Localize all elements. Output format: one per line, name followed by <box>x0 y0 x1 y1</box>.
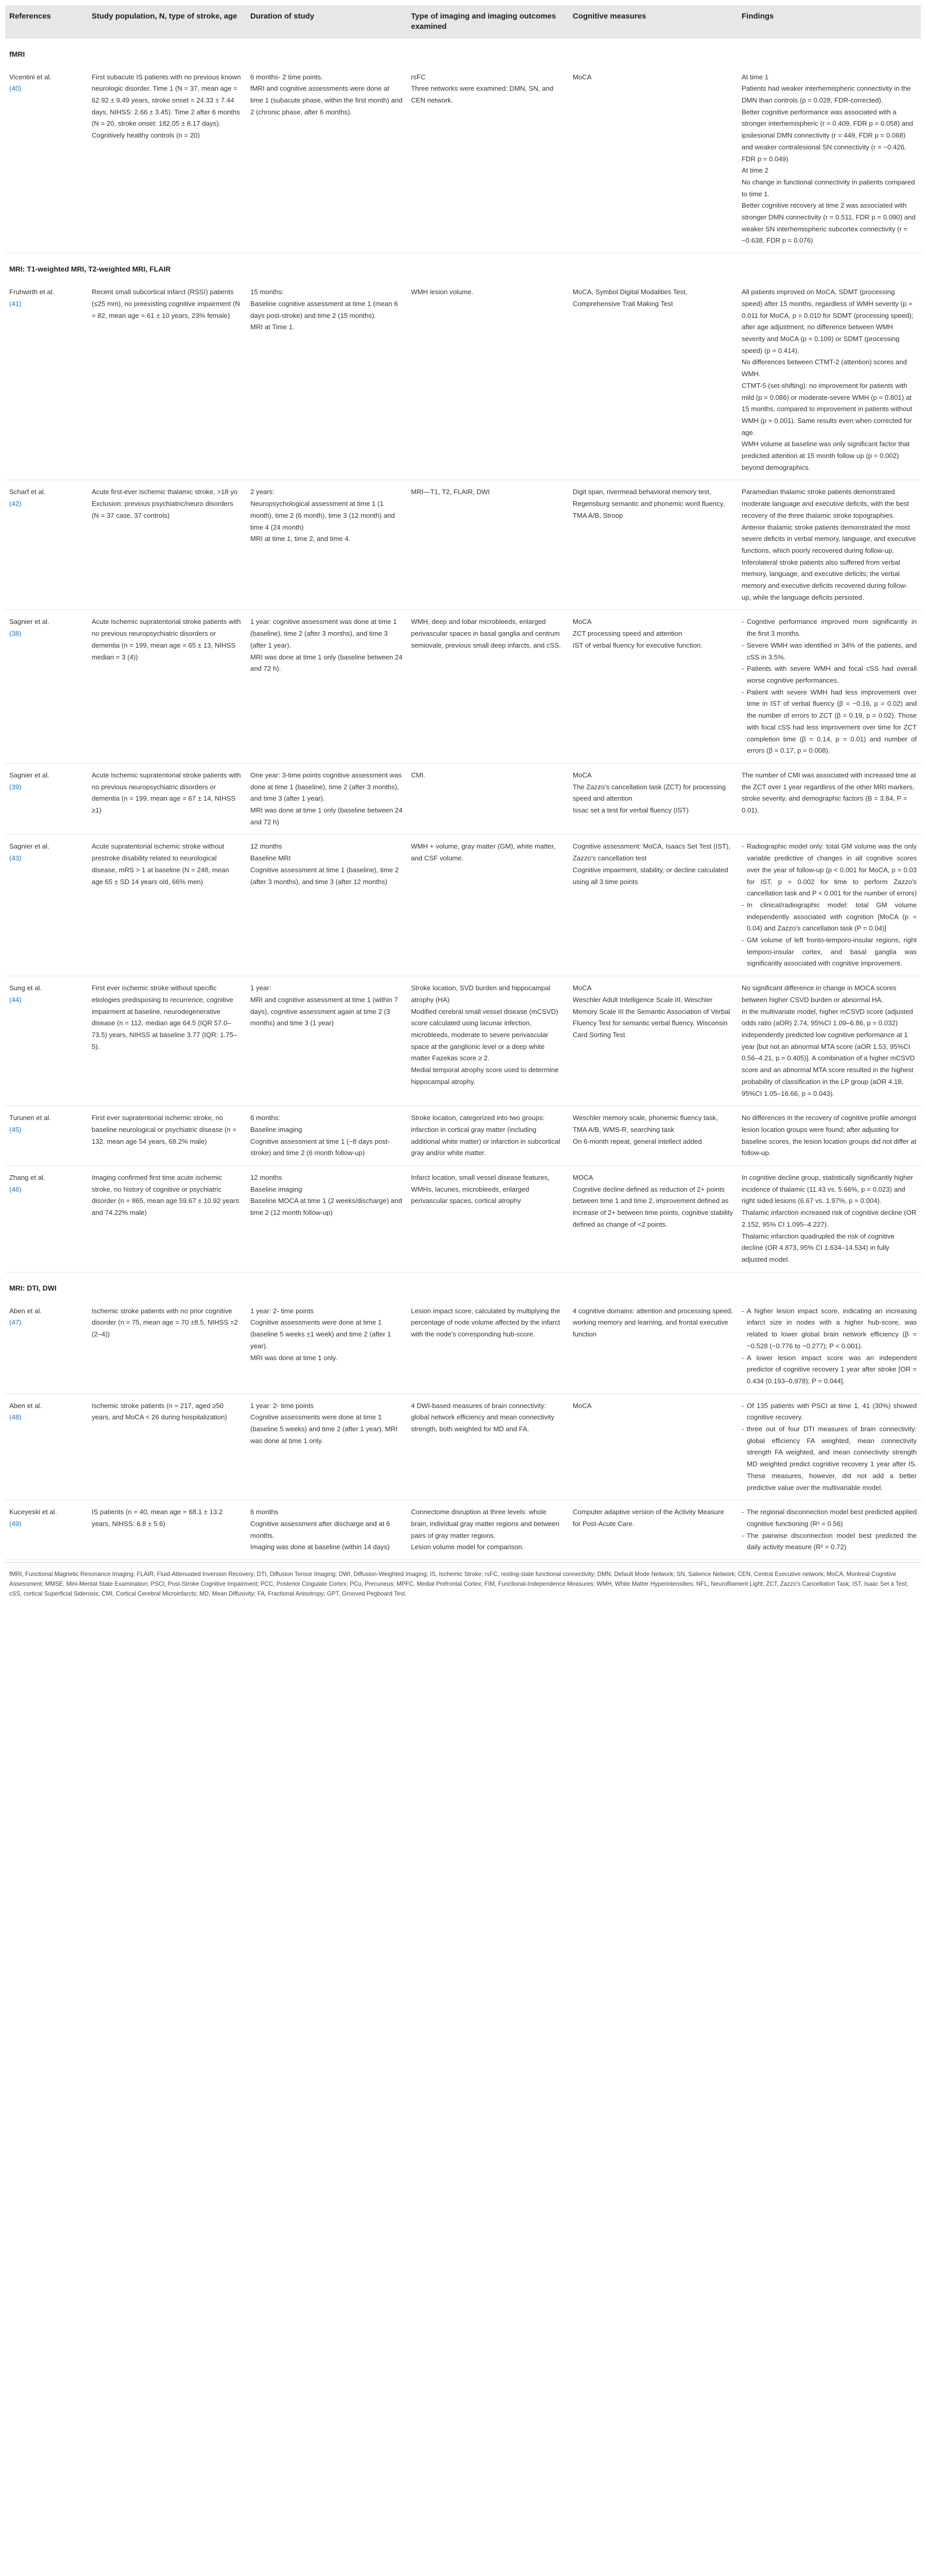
imaging-text: WMH lesion volume. <box>411 288 473 296</box>
duration-text: MRI was done at time 1 only. <box>250 1353 338 1362</box>
population-text: First ever ischemic stroke without specific etiologies predisposing to recurrence, cognitive impairment at baseline, neurodegenerative disease (n = 112, median age 64.5 (IQR 57.0–73.5) years, NIHSS at baseline 3.77 (IQR: 1.75–5). <box>92 984 237 1050</box>
finding-text: All patients improved on MoCA, SDMT (processing speed) after 15 months, regardless of WMH severity (p = 0.011 for MoCA, p = 0.010 for SDMT (processing speed); after age adjustment, no difference between WMH severity and MoCA (p = 0.109) or SDMT (processing speed) (p = 0.414). <box>742 288 914 354</box>
finding-text: No differences in the recovery of cognitive profile amongst lesion location groups were found; after adjusting for baseline scores, the lesion location groups did not differ at follow-up. <box>742 1114 917 1157</box>
cell-imaging <box>407 1394 569 1500</box>
cell-population <box>88 610 246 763</box>
duration-text: MRI and cognitive assessment at time 1 (within 7 days), cognitive assessment again at time 2 (3 months) and time 3 (1 year) <box>250 995 398 1027</box>
imaging-text: Lesion impact score, calculated by multiplying the percentage of node volume affected by the infarct with the node's corresponding hub-score. <box>411 1307 560 1338</box>
cell-reference <box>5 1394 88 1500</box>
duration-text: Baseline MOCA at time 1 (2 weeks/discharge) and time 2 (12 month follow-up) <box>250 1197 402 1217</box>
finding-text: CTMT-5 (set-shifting): no improvement for patients with mild (p = 0.086) or moderate-severe WMH (p = 0.801) at 15 months, compared to improvement in patients without WMH (p = 0.001). Same results even when corrected for age. <box>742 381 913 436</box>
reference-link[interactable]: (49) <box>9 1519 22 1528</box>
cell-population <box>88 763 246 835</box>
cell-cognitive <box>569 763 738 835</box>
reference-author: Scharf et al. <box>9 488 46 496</box>
header-cognitive: Cognitive measures <box>573 12 646 21</box>
cognitive-text: Digit span, rivermead behavioral memory test, Regensburg semantic and phonemic word fluency, TMA A/B, Stroop <box>573 488 725 519</box>
cell-reference <box>5 1106 88 1166</box>
table-row <box>5 610 921 763</box>
reference-link[interactable]: (47) <box>9 1318 22 1327</box>
cell-population <box>88 1299 246 1394</box>
finding-list-item: - GM volume of left fronto-temporo-insular regions, right temporo-insular cortex, and basal ganglia was significantly associated with cognitive improvement. <box>742 935 917 970</box>
cognitive-text: MoCA <box>573 73 592 81</box>
reference-link[interactable]: (42) <box>9 500 22 508</box>
reference-author: Sagnier et al. <box>9 771 49 779</box>
finding-text: At time 2 <box>742 166 769 175</box>
cell-findings <box>738 1500 921 1560</box>
reference-link[interactable]: (46) <box>9 1185 22 1193</box>
table-body <box>5 39 921 1560</box>
cell-population <box>88 1166 246 1273</box>
population-text: Imaging confirmed first time acute ischemic stroke, no history of cognitive or psychiatric disorder (n = 865, mean age 59.67 ± 10.92 years and 74.22% male) <box>92 1174 239 1217</box>
population-text: Acute supratentorial ischemic stroke without prestroke disability related to neurological disease, mRS > 1 at baseline (N = 248, mean age 65 ± SD 14 years old, 66% men) <box>92 842 229 886</box>
population-text: Ischemic stroke patients (n = 217, aged ≥50 years, and MoCA < 26 during hospitalization) <box>92 1401 227 1421</box>
finding-text: No differences between CTMT-2 (attention) scores and WMH. <box>742 358 907 378</box>
population-text: First subacute IS patients with no previous known neurologic disorder. Time 1 (N = 37, mean age = 62.92 ± 9.49 years, stroke onset = 24.33 ± 7.44 days, NIHSS: 2.66 ± 3.45). Time 2 after 6 months (N = 20, stroke onset: 182.05 ± 8.17 days). Cognitively healthy controls (n = 20) <box>92 73 241 140</box>
cognitive-text: ZCT processing speed and attention <box>573 630 682 638</box>
table-row <box>5 835 921 976</box>
table-footnote: fMRI, Functional Magnetic Resonance Imaging; FLAIR, Fluid-Attenuated Inversion Recovery; DTI, Diffusion Tensor Imaging; DWI, Diffusion-Weighted Imaging; IS, Ischemic Stroke; rsFC, resting-state functional connectivity; DMN, Default Mode Network; SN, Salience Network; CEN, Central Executive network; MoCA, Montreal Cognitive Assessment; MMSE, Mini-Mental State Examination; PSCI, Post-Stroke Cognitive Impairment; PCC, Posterior Cingulate Cortex; PCu, Precuneus; MPFC, Medial Prefrontal Cortex; FIM, Functional-Independence Measures; WMH, White Matter Hyperintensities; NFL, Neurofilament Light; ZCT, Zazzo's Cancellation Task; IST, Isaac Set a Test; cSS, cortical Superficial Siderosis; CMI, Cortical Cerebral Microinfarcts; MD, Mean Diffusivity; FA, Fractional Anisotropy; GPT, Grooved Pegboard Test. <box>5 1562 921 1599</box>
duration-text: 1 year: 2- time points <box>250 1401 314 1410</box>
duration-text: Neuropsychological assessment at time 1 (1 month), time 2 (6 month), time 3 (12 month) and time 4 (24 month) <box>250 500 395 531</box>
duration-text: 2 years: <box>250 488 275 496</box>
cognitive-text: MoCA <box>573 984 592 992</box>
studies-table <box>5 5 921 1560</box>
duration-text: 6 months- 2 time points. <box>250 73 323 81</box>
finding-text: Paramedian thalamic stroke patients demonstrated moderate language and executive deficits, with the best recovery of the three thalamic stroke topographies. <box>742 488 909 519</box>
duration-text: 12 months <box>250 1174 282 1182</box>
cell-duration <box>246 976 407 1106</box>
cell-findings <box>738 280 921 480</box>
finding-list-item: - Patients with severe WMH and focal cSS had overall worse cognitive performances. <box>742 663 917 686</box>
cognitive-text: Weschler Adult Intelligence Scale III, Weschler Memory Scale III the Semantic Association of Verbal Fluency Test for semantic verbal fluency, Wisconsin Card Sorting Test <box>573 995 730 1039</box>
finding-text: The number of CMI was associated with increased time at the ZCT over 1 year regardless of the other MRI markers, stroke severity, and demographic factors (B = 3.84, P = 0.01). <box>742 771 916 815</box>
cell-duration <box>246 610 407 763</box>
duration-text: fMRI and cognitive assessments were done at time 1 (subacute phase, within the first month) and 2 (chronic phase, after 6 months). <box>250 84 403 116</box>
section-title: MRI: T1-weighted MRI, T2-weighted MRI, FLAIR <box>9 265 171 274</box>
cell-findings <box>738 65 921 253</box>
finding-list-item: - Radiographic model only: total GM volume was the only variable predictive of changes in all cognitive scores over the year of follow-up (p < 0.001 for MoCA, p = 0.03 for IST, p = 0.002 for time to perform Zazzo's cancellation task and P < 0.001 for the number of errors) <box>742 841 917 900</box>
cell-reference <box>5 480 88 610</box>
cell-duration <box>246 763 407 835</box>
imaging-text: Medial temporal atrophy score used to determine hippocampal atrophy. <box>411 1066 559 1086</box>
population-text: IS patients (n = 40, mean age = 68.1 ± 13.2 years, NIHSS: 6.8 ± 5.6) <box>92 1508 223 1528</box>
reference-link[interactable]: (40) <box>9 84 22 93</box>
cell-findings <box>738 763 921 835</box>
cell-cognitive <box>569 1106 738 1166</box>
finding-list-item: - A lower lesion impact score was an independent predictor of cognitive recovery 1 year after stroke [OR = 0.434 (0.193–0.978); P = 0.044]. <box>742 1352 917 1387</box>
cell-findings <box>738 835 921 976</box>
finding-text: In the multivariate model, higher mCSVD score (adjusted odds ratio (aOR) 2.74, 95%CI 1.09–6.86, p = 0.032) independently predicted low cognitive performance at 1 year [but not an abnormal MTA score (aOR 1.53, 95%CI 0.56–4.21, p = 0.405)]. A combination of a higher mCSVD score and an abnormal MTA score resulted in the highest probability of classification in the LP group (aOR 4.18, 95%CI 1.05–16.66, p = 0.043). <box>742 1007 915 1097</box>
finding-list-item: - Severe WMH was identified in 34% of the patients, and cSS in 3.5%. <box>742 640 917 663</box>
imaging-text: rsFC <box>411 73 426 81</box>
duration-text: One year: 3-time points cognitive assessment was done at time 1 (baseline), time 2 (after 3 months), and time 3 (after 1 year). <box>250 771 402 803</box>
cell-imaging <box>407 1299 569 1394</box>
cell-cognitive <box>569 1299 738 1394</box>
table-row <box>5 65 921 253</box>
cognitive-text: MoCA <box>573 618 592 626</box>
header-imaging: Type of imaging and imaging outcomes examined <box>411 12 556 31</box>
cognitive-text: MoCA <box>573 771 592 779</box>
reference-author: Fruhwirth et al. <box>9 288 55 296</box>
cell-imaging <box>407 763 569 835</box>
cell-findings <box>738 1166 921 1273</box>
table-header <box>5 5 921 39</box>
cognitive-text: MoCA, Symbol Digital Modalities Test, Comprehensive Trail Making Test <box>573 288 688 308</box>
imaging-text: Lesion volume model for comparison. <box>411 1543 524 1551</box>
cell-reference <box>5 1166 88 1273</box>
cognitive-text: Cognitive impairment, stability, or decline calculated using all 3 time points <box>573 866 728 886</box>
cognitive-text: Issac set a test for verbal fluency (IST) <box>573 806 689 815</box>
imaging-text: Connectome disruption at three levels: whole brain, individual gray matter regions and between pairs of gray matter regions. <box>411 1508 560 1539</box>
cell-reference <box>5 610 88 763</box>
imaging-text: CMI. <box>411 771 425 779</box>
section-row <box>5 1272 921 1299</box>
reference-link[interactable]: (39) <box>9 783 22 791</box>
header-findings: Findings <box>742 12 774 21</box>
cell-reference <box>5 763 88 835</box>
cognitive-text: IST of verbal fluency for executive function. <box>573 641 702 649</box>
cell-reference <box>5 1500 88 1560</box>
cell-imaging <box>407 280 569 480</box>
table-row <box>5 1106 921 1166</box>
reference-link[interactable]: (48) <box>9 1413 22 1421</box>
finding-list-item: - Cognitive performance improved more significantly in the first 3 months. <box>742 616 917 639</box>
duration-text: 1 year: cognitive assessment was done at time 1 (baseline), time 2 (after 3 months), and time 3 (after 1 year). <box>250 618 397 649</box>
population-text: Acute first-ever ischemic thalamic stroke, >18 yo <box>92 488 238 496</box>
duration-text: 1 year: <box>250 984 271 992</box>
finding-list-item: - three out of four DTI measures of brain connectivity: global efficiency FA weighted, mean connectivity strength FA weighted, and mean connectivity strength MD weighted predict cognitive recovery 1 year after IS. These measures, however, did not add a better predictive value over the multivariable model. <box>742 1423 917 1494</box>
section-title: fMRI <box>9 49 25 58</box>
table-row <box>5 1500 921 1560</box>
reference-link[interactable]: (41) <box>9 299 22 308</box>
page <box>5 5 921 1599</box>
cell-reference <box>5 976 88 1106</box>
duration-text: MRI was done at time 1 only (baseline between 24 and 72 h). <box>250 653 403 673</box>
reference-author: Sagnier et al. <box>9 618 49 626</box>
cell-duration <box>246 280 407 480</box>
cell-reference <box>5 280 88 480</box>
cell-cognitive <box>569 480 738 610</box>
finding-text: Better cognitive recovery at time 2 was associated with stronger DMN connectivity (r = 0.511, FDR p = 0.090) and weaker SN interhemispheric subcortex connectivity (r = −0.638, FDR p = 0.076) <box>742 201 916 245</box>
duration-text: MRI at Time 1. <box>250 323 295 331</box>
duration-text: Cognitive assessment at time 1 (~8 days post-stroke) and time 2 (6 month follow-up) <box>250 1137 390 1157</box>
finding-text: Anterior thalamic stroke patients demonstrated the most severe deficits in verbal memory, language, and executive functions, which poorly recovered during follow-up. <box>742 523 916 554</box>
cell-duration <box>246 65 407 253</box>
cell-population <box>88 65 246 253</box>
reference-link[interactable]: (44) <box>9 995 22 1004</box>
cell-reference <box>5 835 88 976</box>
cell-cognitive <box>569 1394 738 1500</box>
finding-text: WMH volume at baseline was only significant factor that predicted attention at 15 month follow up (p = 0.002) beyond demographics. <box>742 440 910 471</box>
cell-findings <box>738 1394 921 1500</box>
duration-text: Cognitive assessment at time 1 (baseline), time 2 (after 3 months), and time 3 (after 12 months) <box>250 866 399 886</box>
finding-text: At time 1 <box>742 73 769 81</box>
duration-text: Baseline MRI <box>250 854 291 862</box>
finding-list-item: - The regional disconnection model best predicted applied cognitive functioning (R² = 0.56) <box>742 1506 917 1530</box>
cell-population <box>88 835 246 976</box>
finding-text: Thalamic infarction increased risk of cognitive decline (OR 2.152, 95% CI 1.095–4.227). <box>742 1209 917 1228</box>
finding-text: Better cognitive performance was associated with a stronger interhemispheric (r = 0.409, FDR p = 0.058) and ipsilesional DMN connectivity (r = 449, FDR p = 0.068) and weaker contralesional SN connectivity (r = −0.426, FDR p = 0.049) <box>742 108 913 163</box>
reference-link[interactable]: (43) <box>9 854 22 862</box>
population-text: (N = 37 case, 37 controls) <box>92 511 170 519</box>
duration-text: 6 months <box>250 1508 279 1516</box>
cell-cognitive <box>569 280 738 480</box>
cell-population <box>88 1394 246 1500</box>
duration-text: 6 months: <box>250 1114 280 1122</box>
section-row <box>5 39 921 65</box>
cognitive-text: MoCA <box>573 1401 592 1410</box>
duration-text: Baseline cognitive assessment at time 1 (mean 6 days post-stroke) and time 2 (15 months). <box>250 299 398 319</box>
table-row <box>5 480 921 610</box>
duration-text: Baseline imaging <box>250 1125 302 1133</box>
cognitive-text: Computer adaptive version of the Activity Measure for Post-Acute Care. <box>573 1508 724 1528</box>
cell-population <box>88 1500 246 1560</box>
reference-author: Sung et al. <box>9 984 42 992</box>
reference-author: Turunen et al. <box>9 1114 51 1122</box>
cell-cognitive <box>569 1166 738 1273</box>
cell-duration <box>246 480 407 610</box>
cell-cognitive <box>569 65 738 253</box>
finding-list-item: - The pairwise disconnection model best predicted the daily activity measure (R² = 0.72) <box>742 1530 917 1553</box>
duration-text: Baseline imaging <box>250 1185 302 1193</box>
cell-duration <box>246 1299 407 1394</box>
population-text: Exclusion: previous psychiatric/neuro disorders <box>92 500 233 508</box>
finding-text: No significant difference in change in MOCA scores between higher CSVD burden or abnormal HA. <box>742 984 897 1004</box>
cognitive-text: Weschler memory scale, phonemic fluency task, TMA A/B, WMS-R, searching task <box>573 1114 718 1133</box>
header-references: References <box>9 12 51 21</box>
duration-text: 1 year: 2- time points <box>250 1307 314 1315</box>
cell-reference <box>5 65 88 253</box>
finding-list-item: - A higher lesion impact score, indicating an increasing infarct size in nodes with a higher hub-score, was related to lower global brain network efficiency (β = −0.528 (−0.776 to −0.277); P < 0.001). <box>742 1306 917 1352</box>
table-row <box>5 1394 921 1500</box>
finding-list-item: - Patient with severe WMH had less improvement over time in IST of verbal fluency (β = −0.16, p = 0.02) and the number of errors to ZCT (β = 0.19, p = 0.02). Those with focal cSS had less improvement over time for ZCT completion time (β = 0.14, p = 0.01) and number of errors (β = 0.17, p = 0.008). <box>742 687 917 757</box>
population-text: First ever supratentorial ischemic stroke, no baseline neurological or psychiatric disease (n = 132, mean age 54 years, 68.2% male) <box>92 1114 237 1145</box>
cell-duration <box>246 1106 407 1166</box>
cell-cognitive <box>569 835 738 976</box>
duration-text: Cognitive assessments were done at time 1 (baseline 5 weeks ±1 week) and time 2 (after 1 year). <box>250 1318 391 1350</box>
duration-text: Cognitive assessment after discharge and at 6 months. <box>250 1519 390 1539</box>
section-title: MRI: DTI, DWI <box>9 1283 57 1292</box>
cell-imaging <box>407 65 569 253</box>
cognitive-text: The Zazzo's cancellation task (ZCT) for processing speed and attention <box>573 783 726 803</box>
cell-imaging <box>407 610 569 763</box>
reference-author: Aben et al. <box>9 1307 42 1315</box>
duration-text: MRI at time 1, time 2, and time 4. <box>250 535 351 543</box>
reference-link[interactable]: (45) <box>9 1125 22 1133</box>
cell-reference <box>5 1299 88 1394</box>
cell-imaging <box>407 1500 569 1560</box>
duration-text: Cognitive assessments were done at time 1 (baseline 5 weeks) and time 2 (after 1 year). MRI was done at time 1 only. <box>250 1413 398 1445</box>
finding-list-item: - In clinical/radiographic model: total GM volume independently associated with cognition [MoCA (p = 0.04) and Zazzo's cancellation task (P = 0.04)] <box>742 900 917 935</box>
cell-duration <box>246 1166 407 1273</box>
population-text: Acute Ischemic supratentorial stroke patients with no previous neuropsychiatric disorders or dementia (n = 199, mean age = 65 ± 13, NIHSS median = 3 (4)) <box>92 618 241 661</box>
header-duration: Duration of study <box>250 12 315 21</box>
duration-text: 15 months: <box>250 288 284 296</box>
cell-findings <box>738 480 921 610</box>
finding-text: Patients had weaker interhemispheric connectivity in the DMN than controls (p = 0.028, FDR-corrected). <box>742 84 911 104</box>
header-population: Study population, N, type of stroke, age <box>92 12 237 21</box>
table-row <box>5 280 921 480</box>
population-text: Ischemic stroke patients with no prior cognitive disorder (n = 75, mean age = 70 ±8.5, NIHSS =2 (2–4)) <box>92 1307 238 1338</box>
imaging-text: WMH, deep and lobar microbleeds, enlarged perivascular spaces in basal ganglia and centrum semiovale, previous small deep infarcts, and cSS. <box>411 618 561 649</box>
cell-findings <box>738 610 921 763</box>
cell-cognitive <box>569 610 738 763</box>
cell-imaging <box>407 976 569 1106</box>
cognitive-text: Cognitive assessment: MoCA, Isaacs Set Test (IST), Zazzo's cancellation test <box>573 842 731 862</box>
cell-cognitive <box>569 976 738 1106</box>
cell-findings <box>738 1106 921 1166</box>
finding-text: Thalamic infarction quadrupled the risk of cognitive decline (OR 4.873, 95% CI 1.634–14.534) in fully adjusted model. <box>742 1232 895 1263</box>
imaging-text: Stroke location, SVD burden and hippocampal atrophy (HA) <box>411 984 551 1004</box>
finding-text: Inferolateral stroke patients also suffered from verbal memory, language, and executive deficits; the verbal memory and executive deficits recovered during follow-up, while the language deficits persisted. <box>742 558 907 601</box>
reference-author: Vicentini et al. <box>9 73 52 81</box>
imaging-text: Three networks were examined: DMN, SN, and CEN network. <box>411 84 554 104</box>
cell-population <box>88 1106 246 1166</box>
duration-text: MRI was done at time 1 only (baseline between 24 and 72 h) <box>250 806 403 826</box>
reference-link[interactable]: (38) <box>9 630 22 638</box>
imaging-text: MRI—T1, T2, FLAIR, DWI <box>411 488 490 496</box>
cell-population <box>88 976 246 1106</box>
cell-imaging <box>407 480 569 610</box>
finding-text: No change in functional connectivity in patients compared to time 1. <box>742 178 915 198</box>
cognitive-text: MOCA <box>573 1174 593 1182</box>
cell-imaging <box>407 1166 569 1273</box>
cell-findings <box>738 976 921 1106</box>
cognitive-text: Cognitive decline defined as reduction of 2+ points between time 1 and time 2, improvement defined as increase of 2+ between time points, cognitive stability defined as change of <2 points. <box>573 1185 733 1228</box>
imaging-text: Stroke location, categorized into two groups: infarction in cortical gray matter (including additional white matter) or infarction in subcortical gray and/or white matter. <box>411 1114 560 1157</box>
reference-author: Zhang et al. <box>9 1174 45 1182</box>
cell-duration <box>246 1394 407 1500</box>
duration-text: Imaging was done at baseline (within 14 days) <box>250 1543 390 1551</box>
reference-author: Sagnier et al. <box>9 842 49 851</box>
cognitive-text: On 6-month repeat, general intellect added <box>573 1137 702 1145</box>
population-text: Recent small subcortical infarct (RSSI) patients (≤25 mm), no preexisting cognitive impairment (N = 82, mean age = 61 ± 10 years, 23% female) <box>92 288 240 319</box>
imaging-text: 4 DWI-based measures of brain connectivity: global network efficiency and mean connectivity strength, both weighted for MD and FA. <box>411 1401 555 1433</box>
table-row <box>5 1299 921 1394</box>
cognitive-text: 4 cognitive domains: attention and processing speed, working memory and learning, and frontal executive function <box>573 1307 733 1338</box>
finding-list-item: - Of 135 patients with PSCI at time 1, 41 (30%) showed cognitive recovery. <box>742 1400 917 1423</box>
section-row <box>5 253 921 281</box>
cell-population <box>88 480 246 610</box>
reference-author: Kuceyeski et al. <box>9 1508 57 1516</box>
imaging-text: Infarct location, small vessel disease features, WMHs, lacunes, microbleeds, enlarged perivascular spaces, cortical atrophy <box>411 1174 550 1205</box>
cell-population <box>88 280 246 480</box>
table-row <box>5 1166 921 1273</box>
population-text: Acute Ischemic supratentorial stroke patients with no previous neuropsychiatric disorders or dementia (n = 199, mean age = 67 ± 14, NIHSS ≥1) <box>92 771 241 815</box>
cell-duration <box>246 835 407 976</box>
cell-imaging <box>407 1106 569 1166</box>
table-row <box>5 976 921 1106</box>
finding-text: In cognitive decline group, statistically significantly higher incidence of thalamic (11.43 vs. 5.66%, p = 0.023) and right sided lesions (6.67 vs. 1.97%, p = 0.004). <box>742 1174 913 1205</box>
cell-imaging <box>407 835 569 976</box>
reference-author: Aben et al. <box>9 1401 42 1410</box>
duration-text: 12 months <box>250 842 282 851</box>
table-row <box>5 763 921 835</box>
cell-duration <box>246 1500 407 1560</box>
imaging-text: WMH + volume, gray matter (GM), white matter, and CSF volume. <box>411 842 556 862</box>
cell-findings <box>738 1299 921 1394</box>
imaging-text: Modified cerebral small vessel disease (mCSVD) score calculated using lacunar infection, microbleeds, moderate to severe perivascular space at the ganglionic level or a deep white matter Fazekas score ≥ 2. <box>411 1007 558 1062</box>
cell-cognitive <box>569 1500 738 1560</box>
